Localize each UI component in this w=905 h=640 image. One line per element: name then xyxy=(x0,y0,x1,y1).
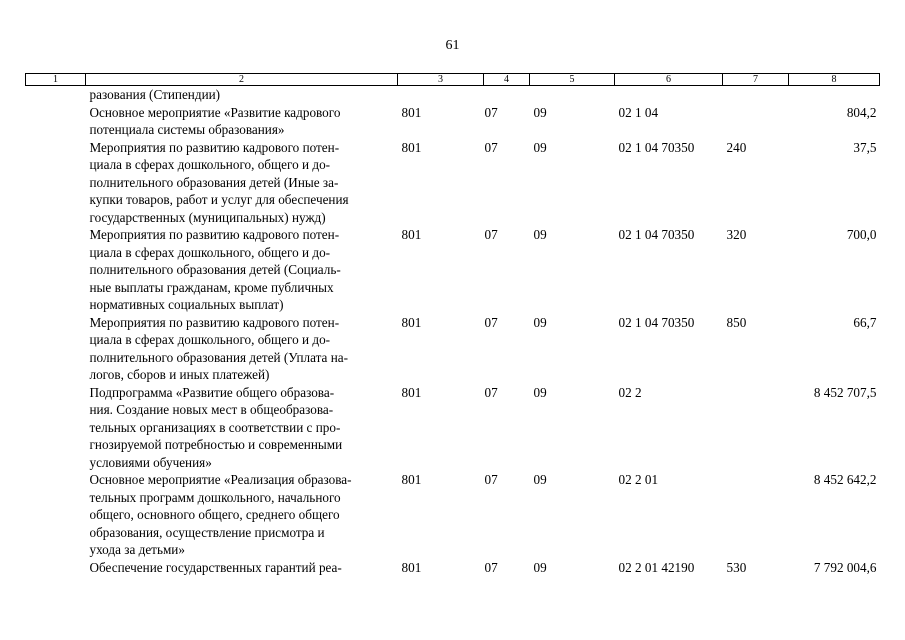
target-code-cell: 02 2 01 42190 xyxy=(618,559,695,575)
target-code-cell: 02 2 xyxy=(618,384,642,400)
amount-cell: 700,0 xyxy=(846,227,877,242)
table-row xyxy=(26,384,880,472)
target-code-cell: 02 1 04 70350 xyxy=(618,139,695,155)
amount-cell: 37,5 xyxy=(853,139,877,155)
column-header: 2 xyxy=(86,74,398,86)
section-code-cell: 07 xyxy=(484,104,498,120)
amount-cell: 8 452 707,5 xyxy=(813,384,877,400)
table-row xyxy=(26,139,880,227)
row-number-cell xyxy=(26,226,86,314)
amount-cell: 7 792 004,6 xyxy=(813,559,877,575)
expense-type-cell: 530 xyxy=(726,559,747,575)
page-number: 61 xyxy=(445,38,460,53)
amount-cell: 804,2 xyxy=(846,104,877,120)
target-code-cell: 02 2 01 xyxy=(618,472,659,487)
expense-type-cell xyxy=(723,384,789,472)
ministry-code-cell: 801 xyxy=(401,384,422,400)
ministry-code-cell xyxy=(398,86,484,104)
ministry-code-cell: 801 xyxy=(401,104,422,120)
item-name-cell: разования (Стипендии) xyxy=(89,87,221,102)
subsection-code-cell: 09 xyxy=(533,472,547,487)
row-number-cell xyxy=(26,559,86,577)
column-header: 1 xyxy=(26,74,86,86)
target-code-cell: 02 1 04 70350 xyxy=(618,314,695,330)
section-code-cell xyxy=(484,86,530,104)
amount-cell xyxy=(789,86,880,104)
item-name-cell: Мероприятия по развитию кадрового потен- циала в сферах дошкольного, общего и до- полнительного образования детей (Социаль- ные выплаты гражданам, кроме публичных нормативных социальных выплат) xyxy=(89,227,341,312)
expense-type-cell: 320 xyxy=(726,227,747,242)
section-code-cell: 07 xyxy=(484,559,498,575)
budget-table xyxy=(25,73,880,576)
row-number-cell xyxy=(26,471,86,559)
expense-type-cell: 850 xyxy=(726,314,747,330)
section-code-cell: 07 xyxy=(484,314,498,330)
column-header: 4 xyxy=(484,74,530,86)
column-header: 3 xyxy=(398,74,484,86)
column-header: 7 xyxy=(723,74,789,86)
table-header-row xyxy=(26,74,880,86)
section-code-cell: 07 xyxy=(484,227,498,242)
ministry-code-cell: 801 xyxy=(401,559,422,575)
item-name-cell: Мероприятия по развитию кадрового потен- циала в сферах дошкольного, общего и до- полнительного образования детей (Уплата на- логов, сборов и иных платежей) xyxy=(89,314,348,382)
row-number-cell xyxy=(26,314,86,384)
table-row xyxy=(26,314,880,384)
section-code-cell: 07 xyxy=(484,384,498,400)
subsection-code-cell: 09 xyxy=(533,384,547,400)
ministry-code-cell: 801 xyxy=(401,139,422,155)
subsection-code-cell: 09 xyxy=(533,559,547,575)
subsection-code-cell: 09 xyxy=(533,227,547,242)
column-header: 8 xyxy=(789,74,880,86)
item-name-cell: Основное мероприятие «Развитие кадрового потенциала системы образования» xyxy=(89,104,341,137)
table-row xyxy=(26,226,880,314)
subsection-code-cell: 09 xyxy=(533,139,547,155)
subsection-code-cell: 09 xyxy=(533,104,547,120)
table-row xyxy=(26,104,880,139)
target-code-cell: 02 1 04 xyxy=(618,104,659,120)
ministry-code-cell: 801 xyxy=(401,314,422,330)
amount-cell: 8 452 642,2 xyxy=(813,472,877,487)
row-number-cell xyxy=(26,104,86,139)
ministry-code-cell: 801 xyxy=(401,472,422,487)
expense-type-cell xyxy=(723,86,789,104)
subsection-code-cell: 09 xyxy=(533,314,547,330)
expense-type-cell xyxy=(723,104,789,139)
row-number-cell xyxy=(26,384,86,472)
row-number-cell xyxy=(26,139,86,227)
table-row xyxy=(26,86,880,104)
expense-type-cell xyxy=(723,471,789,559)
target-code-cell: 02 1 04 70350 xyxy=(618,227,695,242)
table-row xyxy=(26,471,880,559)
item-name-cell: Подпрограмма «Развитие общего образова- ния. Создание новых мест в общеобразова- тельных организациях в соответствии с про- гнозируемой потребностью и современными условиями обучения» xyxy=(89,384,343,470)
column-header: 6 xyxy=(615,74,723,86)
row-number-cell xyxy=(26,86,86,104)
amount-cell: 66,7 xyxy=(853,314,877,330)
item-name-cell: Мероприятия по развитию кадрового потен- циала в сферах дошкольного, общего и до- полнительного образования детей (Иные за- купки товаров, работ и услуг для обеспечения государственных (муниципальных) нужд) xyxy=(89,139,349,225)
expense-type-cell: 240 xyxy=(726,139,747,155)
ministry-code-cell: 801 xyxy=(401,227,422,242)
target-code-cell xyxy=(615,86,723,104)
column-header: 5 xyxy=(530,74,615,86)
item-name-cell: Обеспечение государственных гарантий реа- xyxy=(89,559,342,575)
subsection-code-cell xyxy=(530,86,615,104)
section-code-cell: 07 xyxy=(484,472,498,487)
table-row xyxy=(26,559,880,577)
item-name-cell: Основное мероприятие «Реализация образова- тельных программ дошкольного, начального общего, основного общего, среднего общего образования, осуществление присмотра и ухода за детьми» xyxy=(89,472,352,557)
section-code-cell: 07 xyxy=(484,139,498,155)
